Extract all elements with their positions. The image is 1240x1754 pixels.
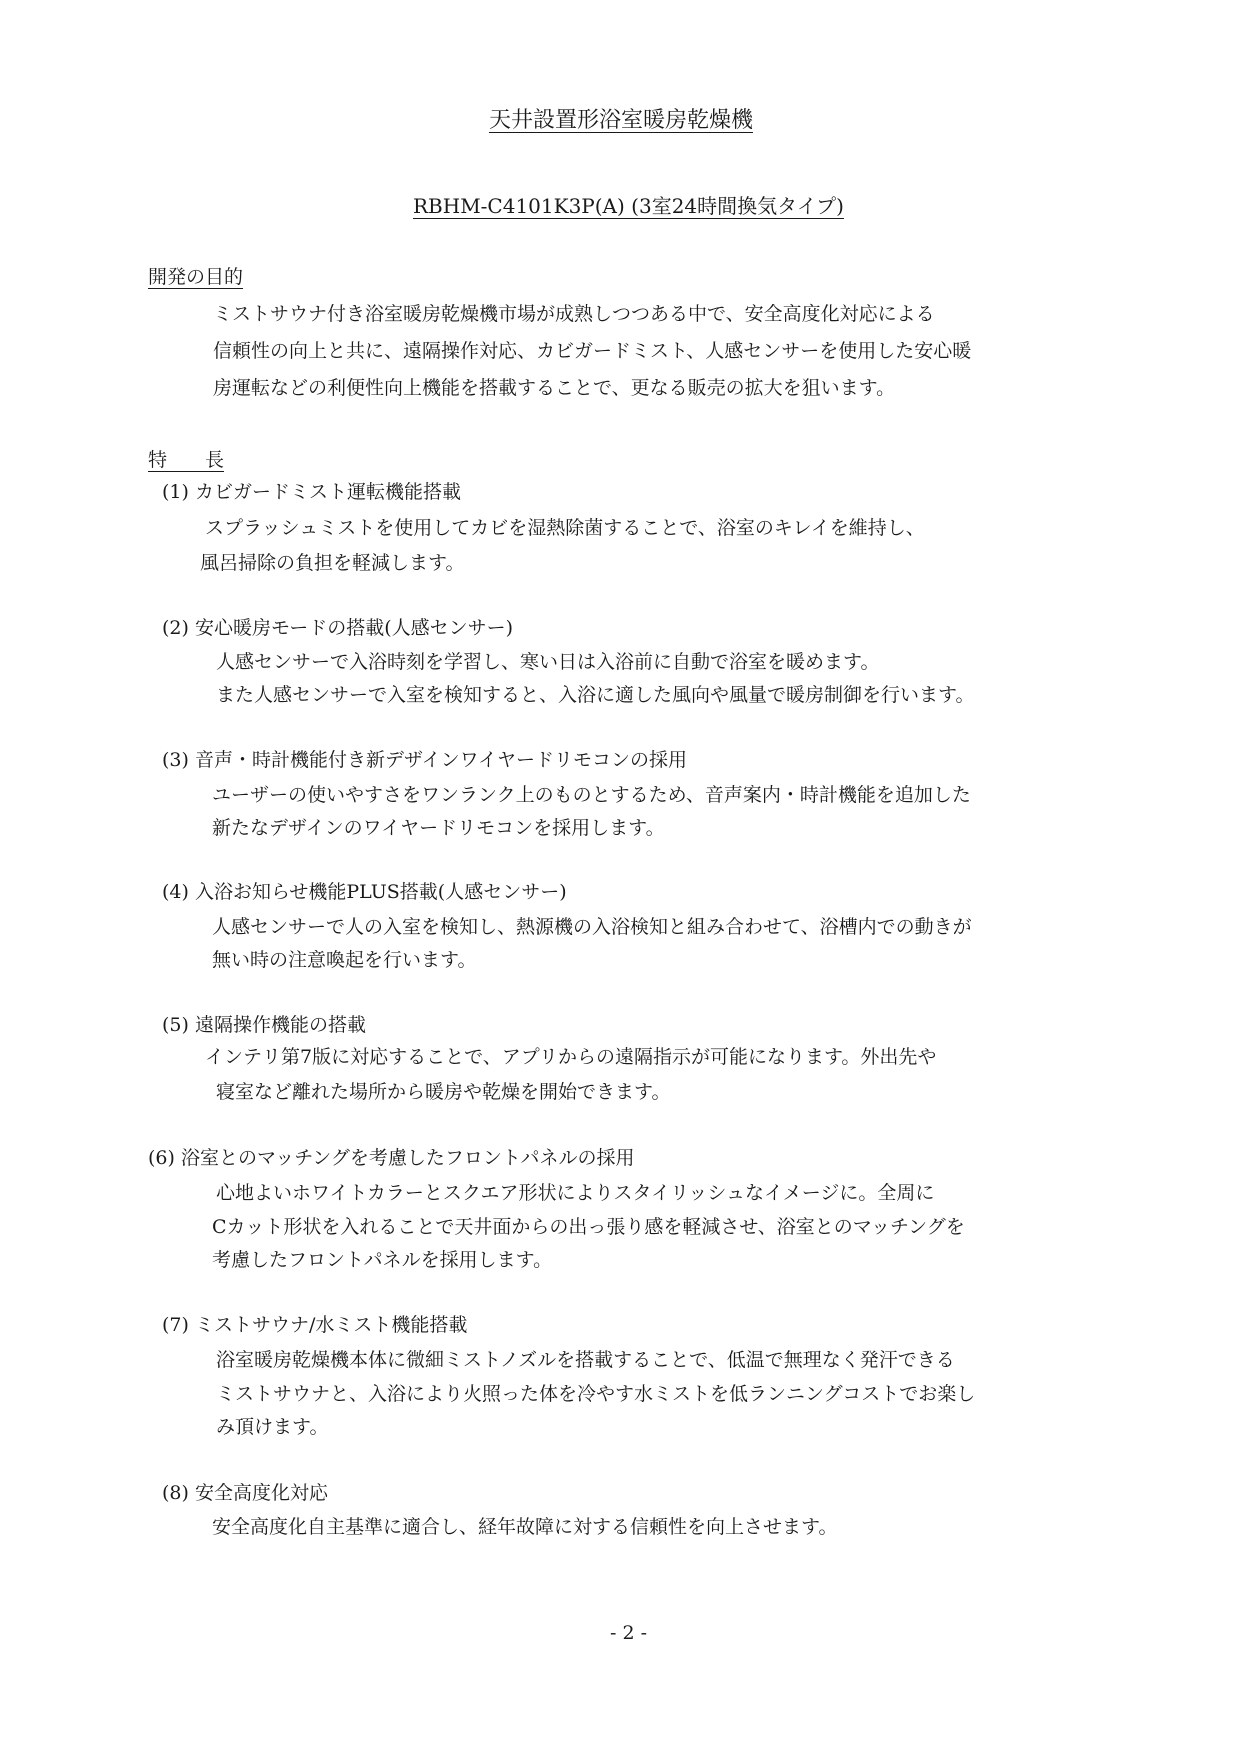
page-number: - 2 - bbox=[610, 1622, 648, 1644]
features-heading: 特 長 bbox=[148, 449, 225, 471]
feature-3-line: 新たなデザインのワイヤードリモコンを採用します。 bbox=[212, 817, 665, 839]
feature-7-line: ミストサウナと、入浴により火照った体を冷やす水ミストを低ランニングコストでお楽し bbox=[216, 1383, 976, 1405]
feature-4-title: (4) 入浴お知らせ機能PLUS搭載(人感センサー) bbox=[162, 881, 567, 903]
purpose-line: 房運転などの利便性向上機能を搭載することで、更なる販売の拡大を狙います。 bbox=[213, 377, 896, 399]
purpose-heading: 開発の目的 bbox=[148, 266, 244, 288]
feature-4-line: 無い時の注意喚起を行います。 bbox=[212, 949, 477, 971]
feature-7-line: み頂けます。 bbox=[216, 1416, 329, 1438]
feature-1-line: スプラッシュミストを使用してカビを湿熱除菌することで、浴室のキレイを維持し、 bbox=[205, 517, 925, 539]
feature-6-line: 考慮したフロントパネルを採用します。 bbox=[212, 1249, 553, 1271]
feature-6-line: 心地よいホワイトカラーとスクエア形状によりスタイリッシュなイメージに。全周に bbox=[216, 1182, 935, 1204]
model-line: RBHM-C4101K3P(A) (3室24時間換気タイプ) bbox=[413, 194, 844, 218]
feature-7-line: 浴室暖房乾燥機本体に微細ミストノズルを搭載することで、低温で無理なく発汗できる bbox=[216, 1349, 955, 1371]
feature-1-title: (1) カビガードミスト運転機能搭載 bbox=[162, 481, 461, 503]
feature-5-title: (5) 遠隔操作機能の搭載 bbox=[162, 1014, 366, 1036]
feature-2-title: (2) 安心暖房モードの搭載(人感センサー) bbox=[162, 617, 514, 639]
feature-5-line: 寝室など離れた場所から暖房や乾燥を開始できます。 bbox=[216, 1081, 671, 1103]
feature-7-title: (7) ミストサウナ/水ミスト機能搭載 bbox=[162, 1314, 468, 1336]
feature-6-title: (6) 浴室とのマッチングを考慮したフロントパネルの採用 bbox=[148, 1147, 635, 1169]
feature-2-line: 人感センサーで入浴時刻を学習し、寒い日は入浴前に自動で浴室を暖めます。 bbox=[216, 651, 880, 673]
feature-2-line: また人感センサーで入室を検知すると、入浴に適した風向や風量で暖房制御を行います。 bbox=[216, 684, 975, 706]
feature-6-line: Cカット形状を入れることで天井面からの出っ張り感を軽減させ、浴室とのマッチングを bbox=[212, 1216, 965, 1238]
feature-1-line: 風呂掃除の負担を軽減します。 bbox=[200, 552, 465, 574]
feature-4-line: 人感センサーで人の入室を検知し、熱源機の入浴検知と組み合わせて、浴槽内での動きが bbox=[212, 916, 972, 938]
feature-8-title: (8) 安全高度化対応 bbox=[162, 1482, 328, 1504]
document-title: 天井設置形浴室暖房乾燥機 bbox=[489, 108, 754, 133]
feature-3-title: (3) 音声・時計機能付き新デザインワイヤードリモコンの採用 bbox=[162, 749, 688, 771]
feature-5-line: インテリ第7版に対応することで、アプリからの遠隔指示が可能になります。外出先や bbox=[205, 1046, 937, 1068]
feature-8-line: 安全高度化自主基準に適合し、経年故障に対する信頼性を向上させます。 bbox=[212, 1516, 838, 1538]
feature-3-line: ユーザーの使いやすさをワンランク上のものとするため、音声案内・時計機能を追加した bbox=[212, 784, 971, 806]
purpose-line: ミストサウナ付き浴室暖房乾燥機市場が成熟しつつある中で、安全高度化対応による bbox=[213, 303, 935, 325]
purpose-line: 信頼性の向上と共に、遠隔操作対応、カビガードミスト、人感センサーを使用した安心暖 bbox=[213, 340, 972, 362]
